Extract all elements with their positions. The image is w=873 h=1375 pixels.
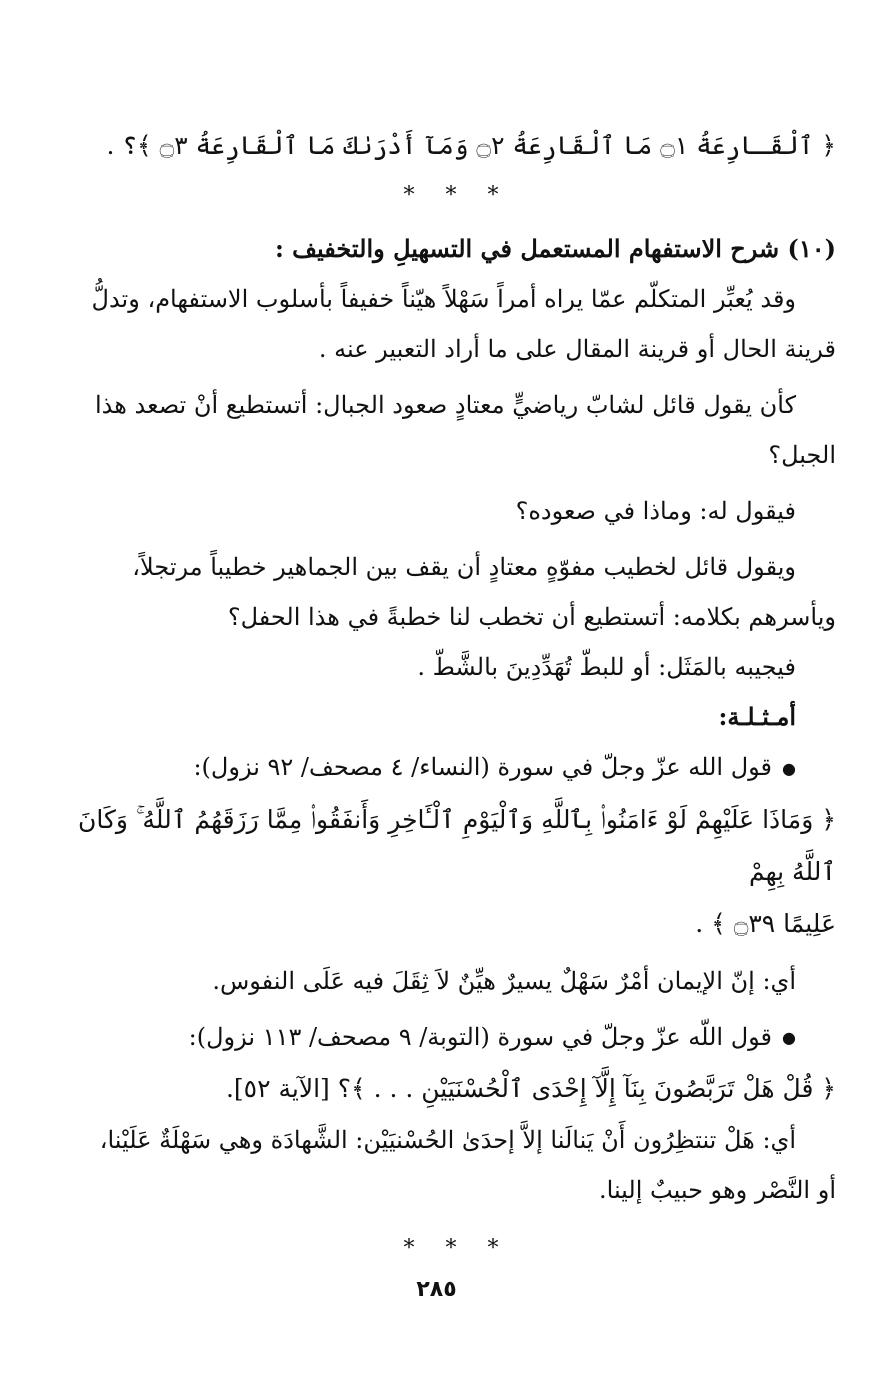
examples-heading: أمـثـلـة: xyxy=(718,702,796,731)
example-explanation: أو النَّصْر وهو حبيبٌ إلينا. xyxy=(599,1176,836,1204)
page-body xyxy=(78,120,836,1277)
example-explanation: أي: إنّ الإيمان أمْرٌ سَهْلٌ يسيرٌ هيِّنٌ لاَ ثِقَلَ فيه عَلَى النفوس. xyxy=(212,966,796,995)
paragraph-intro xyxy=(78,274,836,374)
example-explanation: أي: هَلْ تنتظِرُون أَنْ يَنالَنا إلاَّ إحدَىٰ الحُسْنيَيْن: الشَّهادَة وهي سَهْلَةٌ عَلَيْنا، xyxy=(99,1126,796,1154)
example-1 xyxy=(78,742,836,1006)
paragraph-line: الجبل؟ xyxy=(768,441,836,469)
section-separator: * * * xyxy=(403,1236,511,1261)
paragraph-mountain-example xyxy=(78,380,836,480)
example-intro: ● قول اللّه عزّ وجلّ في سورة (التوبة/ ٩ مصحف/ ١١٣ نزول): xyxy=(78,1012,836,1064)
paragraph-reply: فيقول له: وماذا في صعوده؟ xyxy=(515,497,796,525)
paragraph-orator-example xyxy=(78,542,836,642)
paragraph-line: ويأسرهم بكلامه: أتستطيع أن تخطب لنا خطبةً في هذا الحفل؟ xyxy=(227,603,836,631)
paragraph-line: كأن يقول قائل لشابّ رياضيٍّ معتادٍ صعود الجبال: أتستطيع أنْ تصعد هذا xyxy=(94,391,796,419)
quran-verse-line: ﴿ وَمَاذَا عَلَيْهِمْ لَوْ ءَامَنُوا۟ بِٱللَّهِ وَٱلْيَوْمِ ٱلْـَٔاخِرِ وَأَنفَقُوا۟ مِمَّا رَزَقَهُمُ ٱللَّهُ ۚ وَكَانَ ٱللَّهُ بِهِمْ xyxy=(78,804,836,886)
paragraph-line: وقد يُعبِّر المتكلّم عمّا يراه أمراً سَهْلاً هيّناً خفيفاً بأسلوب الاستفهام، وتدلُّ xyxy=(91,285,796,313)
paragraph-line: ويقول قائل لخطيب مفوّهٍ معتادٍ أن يقف بين الجماهير خطيباً مرتجلاً، xyxy=(132,553,796,581)
example-2 xyxy=(78,1012,836,1216)
quran-verse-al-qariah: ﴿ ٱلْقَـارِعَةُ ۝١ مَا ٱلْقَارِعَةُ ۝٢ وَمَآ أَدْرَىٰكَ مَا ٱلْقَارِعَةُ ۝٣ ﴾؟ . xyxy=(106,131,836,160)
section-separator: * * * xyxy=(403,183,511,208)
section-heading: (١٠) شرح الاستفهام المستعمل في التسهيلِ والتخفيف : xyxy=(274,234,836,263)
example-intro: ● قول الله عزّ وجلّ في سورة (النساء/ ٤ مصحف/ ٩٢ نزول): xyxy=(78,742,836,794)
paragraph-line: قرينة الحال أو قرينة المقال على ما أراد التعبير عنه . xyxy=(318,335,836,363)
paragraph-proverb: فيجيبه بالمَثَل: أو للبطّ تُهَدِّدِينَ بالشَّطّ . xyxy=(417,653,796,681)
page-number: ٢٨٥ xyxy=(416,1277,457,1302)
quran-verse-line: عَلِيمًا ۝٣٩ ﴾ . xyxy=(695,908,836,938)
quran-verse-line: ﴿ قُلْ هَلْ تَرَبَّصُونَ بِنَآ إِلَّآ إِحْدَى ٱلْحُسْنَيَيْنِ . . . ﴾؟ [الآية ٥٢]. xyxy=(225,1074,836,1103)
